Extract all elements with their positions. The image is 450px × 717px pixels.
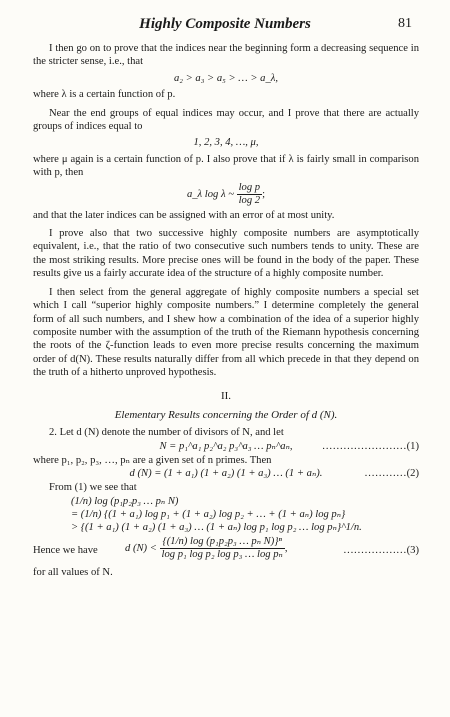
fraction-denominator: log 2 xyxy=(238,194,261,206)
equation-3-fraction xyxy=(160,536,285,561)
equation-1: N = p₁^a₁ p₂^a₂ p₃^a₃ … pₙ^aₙ, xyxy=(159,440,293,452)
page-header xyxy=(38,16,412,36)
hence-text: Hence we have xyxy=(33,544,98,556)
paragraph-3: I prove also that two successive highly composite numbers are asymptotically equivalent, i.e., that the ratio of two consecutive such numbers tends to unity. These are the most striking results. More precise ones will be found in the body of the paper. These results give us a fairly accurate idea of the structure of a highly composite number. xyxy=(33,228,419,280)
section-number: II. xyxy=(220,389,232,402)
paragraph-2: Near the end groups of equal indices may occur, and I prove that there are actually groups of indices equal to xyxy=(33,107,419,133)
paragraph-4: I then select from the general aggregate of highly composite numbers a special set which I call “superior highly composite numbers.” I determine completely the general form of all such numbers, and I shew how a combination of the idea of a superior highly composite number with the assumption of the truth of the Riemann hypothesis concerning the roots of the ζ-function leads to even more precise results concerning the maximum order of d(N). These results naturally differ from all which precede in that they depend on the truth of a hitherto unproved hypothesis. xyxy=(33,286,419,379)
running-title: Highly Composite Numbers xyxy=(139,16,311,32)
section-title: Elementary Results concerning the Order of d (N). xyxy=(114,408,338,421)
paragraph-2-end: and that the later indices can be assigned with an error of at most unity. xyxy=(33,209,335,221)
fraction-numerator: log p xyxy=(238,181,261,193)
equation-asymptotic-tail: ; xyxy=(262,188,266,200)
fraction-log xyxy=(237,182,262,207)
page-number: 81 xyxy=(398,16,412,31)
equation-asymptotic xyxy=(33,182,419,207)
paragraph-5: 2. Let d (N) denote the number of divisors of N, and let xyxy=(49,427,284,439)
page-body xyxy=(33,42,419,579)
derivation-block xyxy=(33,495,419,534)
equation-3-number: ………………(3) xyxy=(343,544,419,556)
equation-3-lhs: d (N) < xyxy=(125,542,157,554)
paragraph-final: for all values of N. xyxy=(33,566,113,578)
derivation-line-3: > {(1 + a₁) (1 + a₂) (1 + a₃) … (1 + aₙ) log p₁ log p₂ … log pₙ}^1/n. xyxy=(71,521,362,533)
derivation-line-2: = (1/n) {(1 + a₁) log p₁ + (1 + a₂) log p₂ + … + (1 + aₙ) log pₙ} xyxy=(71,508,346,520)
paragraph-1: I then go on to prove that the indices near the beginning form a decreasing sequence in the stricter sense, i.e., that xyxy=(33,43,419,68)
equation-3 xyxy=(125,536,287,561)
equation-1-number: ……………………(1) xyxy=(321,440,419,452)
equation-3-tail: , xyxy=(284,542,288,554)
derivation-line-1: (1/n) log (p₁p₂p₃ … pₙ N) xyxy=(71,495,179,507)
equation-2-row xyxy=(33,467,419,481)
equation-2-number: …………(2) xyxy=(364,468,419,480)
paragraph-7: From (1) we see that xyxy=(49,482,137,494)
equation-3-denominator: log p₁ log p₂ log p₃ … log pₙ xyxy=(161,548,283,560)
equation-3-numerator: {(1/n) log (p₁p₂p₃ … pₙ N)}ⁿ xyxy=(160,536,285,549)
equation-1-row xyxy=(33,440,419,454)
paragraph-6: where p₁, p₂, p₃, …, pₙ are a given set of n primes. Then xyxy=(33,454,272,466)
equation-asymptotic-lhs: a_λ log λ ~ xyxy=(186,188,234,200)
equation-2: d (N) = (1 + a₁) (1 + a₂) (1 + a₃) … (1 + aₙ). xyxy=(129,468,323,480)
equation-3-row xyxy=(33,536,419,566)
paragraph-1-cont: where λ is a certain function of p. xyxy=(33,89,176,101)
equation-decreasing-indices: a₂ > a₃ > a₅ > … > a_λ, xyxy=(174,72,278,84)
equation-index-groups: 1, 2, 3, 4, …, μ, xyxy=(193,137,259,149)
paragraph-2-cont: where μ again is a certain function of p. I also prove that if λ is fairly small in comparison with p, then xyxy=(33,153,419,179)
